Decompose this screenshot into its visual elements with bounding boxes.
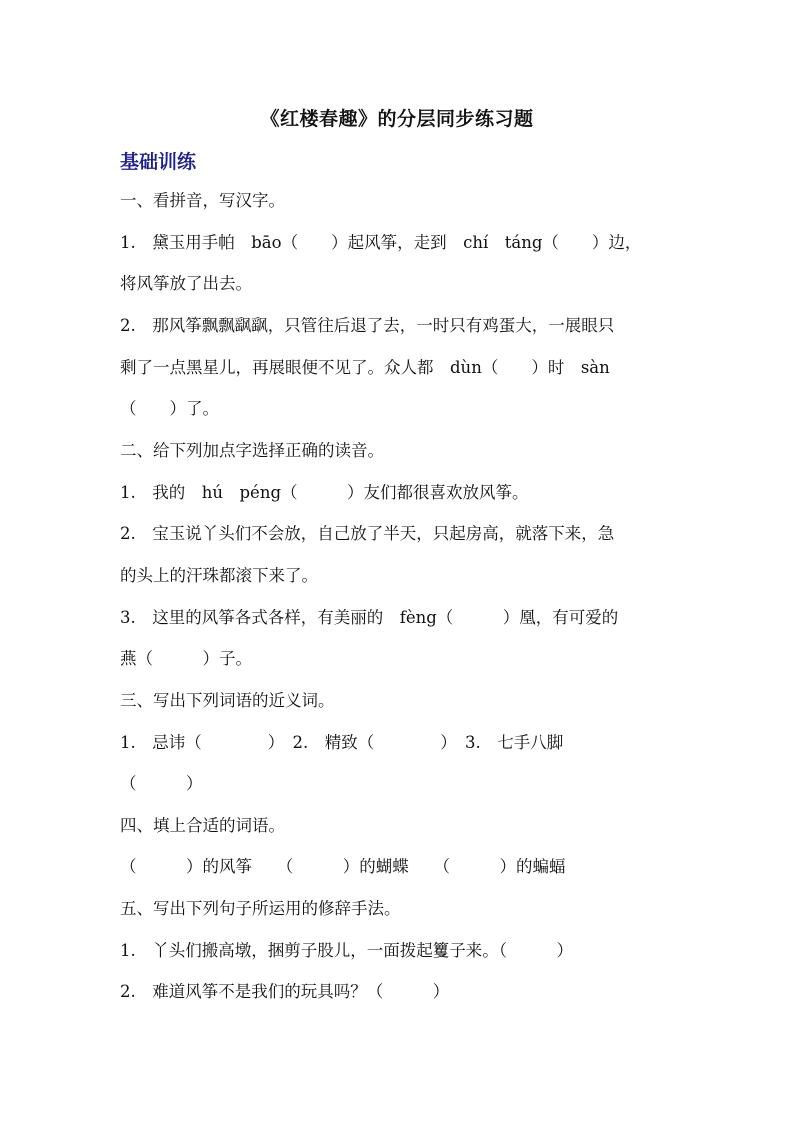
question-3-items: 1. 忌讳（ ） 2. 精致（ ） 3. 七手八脚 [120,733,564,752]
question-3-items-cont: （ ） [120,774,203,793]
part-five-heading: 五、写出下列句子所运用的修辞手法。 [120,899,401,918]
question-2-1: 1. 我的 hú péng（ ）友们都很喜欢放风筝。 [120,483,529,502]
page-title: 《红楼春趣》的分层同步练习题 [260,108,534,130]
question-1-2-cont: 剩了一点黑星儿，再展眼便不见了。众人都 dùn（ ）时 sàn [120,358,610,377]
question-1-1-cont: 将风筝放了出去。 [120,274,252,293]
question-5-2: 2. 难道风筝不是我们的玩具吗？（ ） [120,982,450,1001]
question-2-2: 2. 宝玉说丫头们不会放，自己放了半天，只起房高，就落下来，急 [120,524,615,543]
question-1-1: 1. 黛玉用手帕 bāo（ ）起风筝，走到 chí táng（ ）边， [120,233,642,252]
part-two-heading: 二、给下列加点字选择正确的读音。 [120,441,384,460]
question-1-2-cont2: （ ）了。 [120,399,219,418]
question-2-3: 3. 这里的风筝各式各样，有美丽的 fèng（ ）凰，有可爱的 [120,608,619,627]
question-4-items: （ ）的风筝 （ ）的蝴蝶 （ ）的蝙蝠 [120,857,566,876]
part-one-heading: 一、看拼音，写汉字。 [120,191,285,210]
part-four-heading: 四、填上合适的词语。 [120,816,285,835]
question-2-3-cont: 燕（ ）子。 [120,649,252,668]
question-2-2-cont: 的头上的汗珠都滚下来了。 [120,566,318,585]
question-1-2: 2. 那风筝飘飘飖飖，只管往后退了去，一时只有鸡蛋大，一展眼只 [120,316,615,335]
section-heading: 基础训练 [120,151,197,173]
part-three-heading: 三、写出下列词语的近义词。 [120,691,335,710]
question-5-1: 1. 丫头们搬高墩，捆剪子股儿，一面拨起籰子来。（ ） [120,941,573,960]
